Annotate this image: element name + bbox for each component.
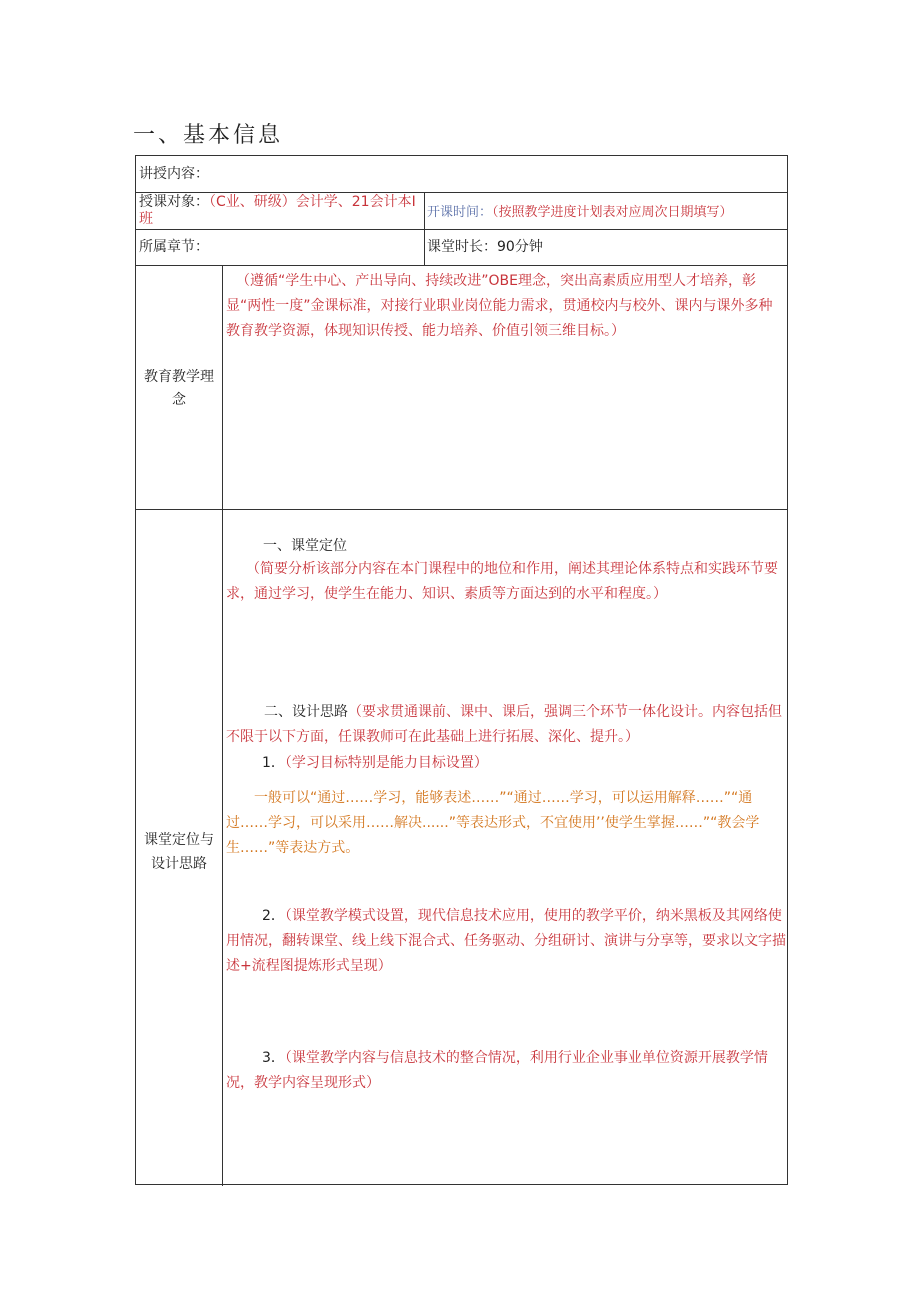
item-2 bbox=[226, 904, 786, 979]
target-cell bbox=[139, 194, 421, 228]
time-label: 开课时间： bbox=[427, 205, 493, 220]
content-label: 讲授内容： bbox=[139, 166, 209, 182]
column-divider bbox=[424, 193, 425, 265]
row-divider bbox=[136, 509, 787, 510]
item-2-number: 2． bbox=[262, 908, 285, 924]
duration-text: 课堂时长：90分钟 bbox=[427, 239, 543, 255]
row-divider bbox=[136, 265, 787, 266]
target-value: （C业、研级）会计学、21会计本I班 bbox=[139, 194, 416, 227]
item-2-text: （课堂教学模式设置，现代信息技术应用，使用的教学平价，纳米黑板及其网络使用情况，翻转课堂、线上线下混合式、任务驱动、分组研讨、演讲与分享等，要求以文字描述+流程图提炼形式呈现） bbox=[226, 908, 786, 974]
philosophy-label: 教育教学理念 bbox=[144, 369, 214, 408]
item-3 bbox=[226, 1046, 786, 1096]
section-heading: 一、基本信息 bbox=[133, 123, 284, 148]
item-3-text: （课堂教学内容与信息技术的整合情况，利用行业企业事业单位资源开展教学情况，教学内容呈现形式） bbox=[226, 1050, 768, 1091]
item-1-text: （学习目标特别是能力目标设置） bbox=[284, 755, 488, 771]
item-1-number: 1． bbox=[262, 755, 285, 771]
row-divider bbox=[136, 192, 787, 193]
design-thinking bbox=[226, 700, 786, 750]
design-label: 课堂定位与设计思路 bbox=[144, 832, 214, 872]
item-1 bbox=[262, 753, 488, 774]
basic-info-table bbox=[135, 155, 788, 1185]
time-value: （按照教学进度计划表对应周次日期填写） bbox=[492, 205, 733, 220]
item-3-number: 3． bbox=[262, 1050, 285, 1066]
design-text: （要求贯通课前、课中、课后，强调三个环节一体化设计。内容包括但不限于以下方面，任课教师可在此基础上进行拓展、深化、提升。） bbox=[226, 704, 782, 745]
positioning-title: 一、课堂定位 bbox=[263, 538, 347, 554]
target-label: 授课对象： bbox=[139, 194, 209, 210]
chapter-label: 所属章节： bbox=[139, 239, 209, 255]
column-divider bbox=[222, 266, 223, 1186]
design-title: 二、设计思路 bbox=[264, 704, 348, 720]
item-1-note: 一般可以“通过……学习，能够表述……”“通过……学习，可以运用解释……”“通过……学习，可以采用……解决......”等表达形式，不宜使用’’使学生掌握……”“教会学生……”等表达方式。 bbox=[226, 790, 760, 856]
time-cell bbox=[427, 202, 733, 223]
philosophy-text: （遵循“学生中心、产出导向、持续改进”OBE理念，突出高素质应用型人才培养，彰显“两性一度”金课标准，对接行业职业岗位能力需求，贯通校内与校外、课内与课外多种教育教学资源，体现知识传授、能力培养、价值引领三维目标。） bbox=[226, 273, 773, 339]
positioning-text: （简要分析该部分内容在本门课程中的地位和作用，阐述其理论体系特点和实践环节要求，通过学习，使学生在能力、知识、素质等方面达到的水平和程度。） bbox=[226, 561, 778, 602]
row-divider bbox=[136, 229, 787, 230]
